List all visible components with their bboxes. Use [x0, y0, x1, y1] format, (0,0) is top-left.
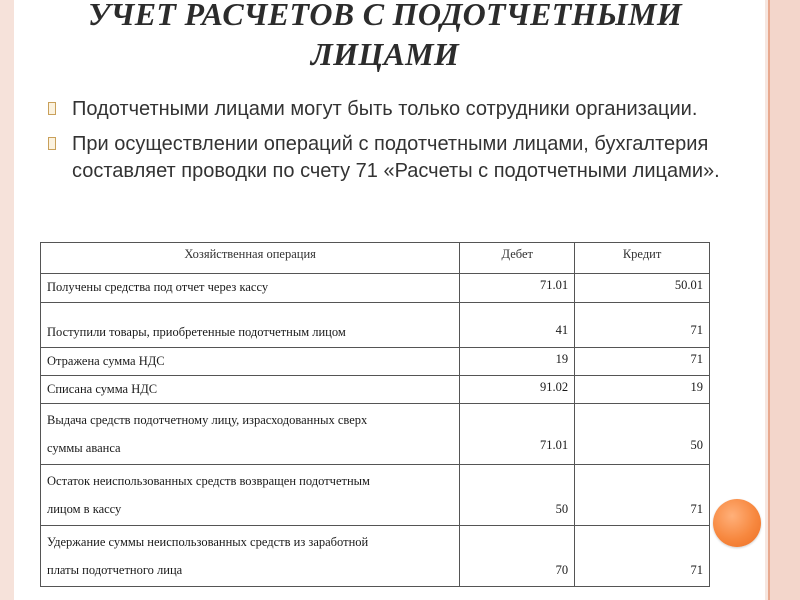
cell-operation: Получены средства под отчет через кассу — [41, 274, 460, 303]
bullet-item — [44, 131, 734, 185]
bullet-marker-icon — [48, 102, 56, 115]
cell-operation: Списана сумма НДС — [41, 376, 460, 404]
cell-debit: 41 — [460, 303, 575, 348]
table-row — [41, 274, 710, 303]
left-decorative-border — [0, 0, 14, 600]
cell-credit: 50 — [575, 404, 710, 465]
cell-debit: 91.02 — [460, 376, 575, 404]
cell-operation-line: Удержание суммы неиспользованных средств из заработной — [47, 535, 369, 549]
slide-title-line2: ЛИЦАМИ — [310, 36, 460, 72]
slide-nav-dot-icon — [713, 499, 761, 547]
table-row — [41, 348, 710, 376]
operations-table — [40, 242, 710, 587]
table-row — [41, 404, 710, 465]
cell-operation-line: платы подотчетного лица — [47, 563, 183, 577]
cell-operation-line: суммы аванса — [47, 441, 121, 455]
header-credit: Кредит — [575, 243, 710, 274]
cell-credit: 50.01 — [575, 274, 710, 303]
cell-credit: 71 — [575, 465, 710, 526]
slide-title-line1: УЧЕТ РАСЧЕТОВ С ПОДОТЧЕТНЫМИ — [87, 0, 683, 32]
cell-operation: Отражена сумма НДС — [41, 348, 460, 376]
cell-debit: 19 — [460, 348, 575, 376]
header-operation: Хозяйственная операция — [41, 243, 460, 274]
cell-credit: 71 — [575, 303, 710, 348]
cell-debit: 71.01 — [460, 404, 575, 465]
cell-debit: 50 — [460, 465, 575, 526]
cell-operation — [41, 404, 460, 465]
cell-debit: 71.01 — [460, 274, 575, 303]
cell-operation-line: лицом в кассу — [47, 502, 122, 516]
table-row — [41, 465, 710, 526]
cell-operation: Поступили товары, приобретенные подотчетным лицом — [41, 303, 460, 348]
cell-credit: 19 — [575, 376, 710, 404]
table-header-row — [41, 243, 710, 274]
slide-title — [40, 0, 730, 74]
bullet-text: При осуществлении операций с подотчетными лицами, бухгалтерия составляет проводки по счету 71 «Расчеты с подотчетными лицами». — [72, 133, 720, 182]
bullet-marker-icon — [48, 137, 56, 150]
bullet-list — [44, 96, 734, 193]
cell-credit: 71 — [575, 526, 710, 587]
cell-credit: 71 — [575, 348, 710, 376]
bullet-item — [44, 96, 734, 123]
table-row — [41, 526, 710, 587]
cell-operation — [41, 465, 460, 526]
cell-debit: 70 — [460, 526, 575, 587]
cell-operation-line: Остаток неиспользованных средств возвращен подотчетным — [47, 474, 370, 488]
table-row — [41, 376, 710, 404]
bullet-text: Подотчетными лицами могут быть только сотрудники организации. — [72, 98, 698, 120]
right-decorative-border — [770, 0, 800, 600]
header-debit: Дебет — [460, 243, 575, 274]
cell-operation-line: Выдача средств подотчетному лицу, израсходованных сверх — [47, 413, 368, 427]
cell-operation — [41, 526, 460, 587]
table-row — [41, 303, 710, 348]
